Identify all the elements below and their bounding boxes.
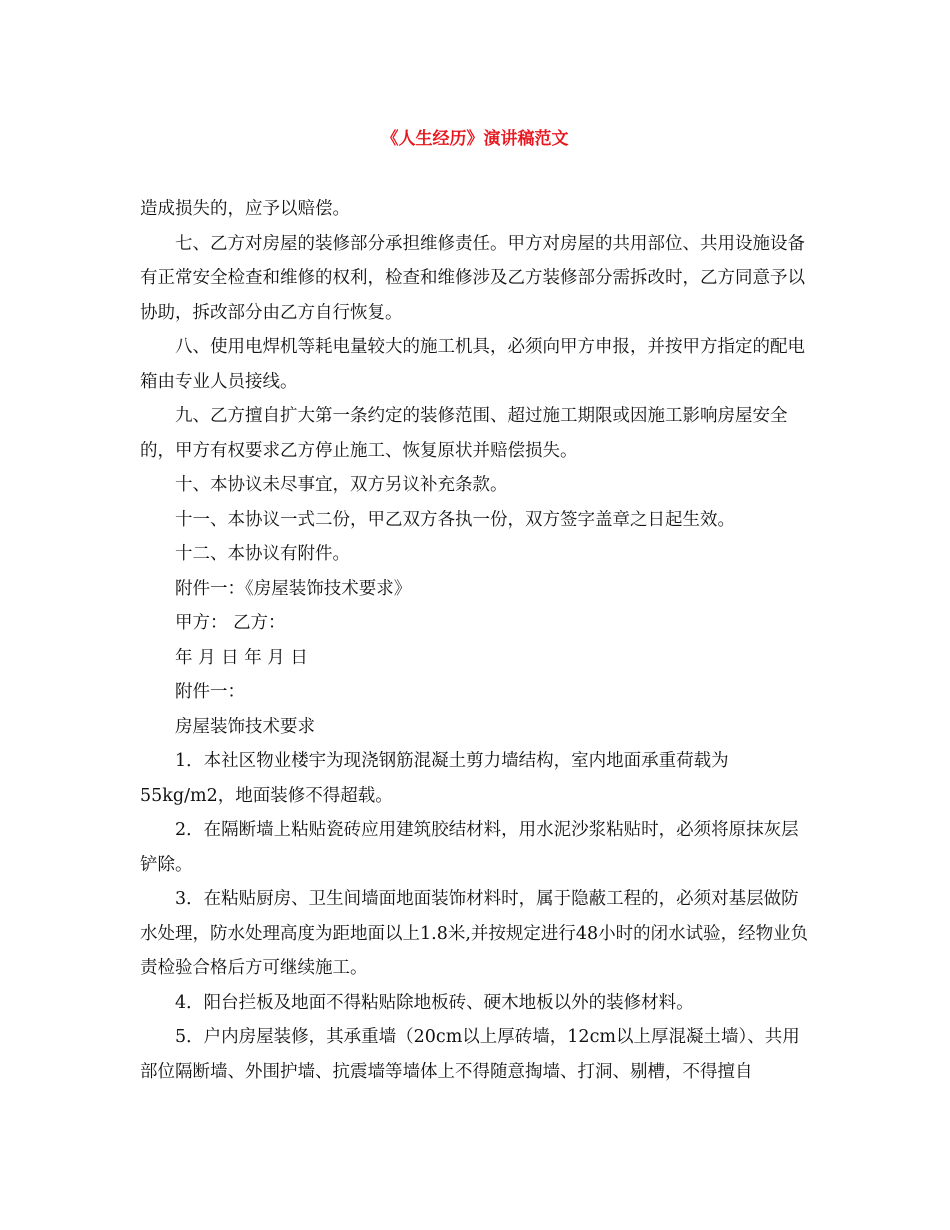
paragraph: 甲方： 乙方： (175, 613, 286, 633)
paragraph: 年 月 日 年 月 日 (175, 647, 308, 668)
paragraph: 房屋装饰技术要求 (175, 716, 315, 737)
paragraph: 3．在粘贴厨房、卫生间墙面地面装饰材料时，属于隐蔽工程的，必须对基层做防水处理，防水处理高度为距地面以上1.8米,并按规定进行48小时的闭水试验，经物业负责检验合格后方可继续施工。 (140, 889, 809, 978)
paragraph: 九、乙方擅自扩大第一条约定的装修范围、超过施工期限或因施工影响房屋安全的，甲方有权要求乙方停止施工、恢复原状并赔偿损失。 (140, 406, 788, 461)
paragraph: 1．本社区物业楼宇为现浇钢筋混凝土剪力墙结构，室内地面承重荷载为55kg/m2，地面装修不得超载。 (140, 751, 729, 806)
document-title: 《人生经历》演讲稿范文 (381, 129, 569, 149)
paragraph: 十、本协议未尽事宜，双方另议补充条款。 (175, 475, 508, 495)
paragraph: 附件一： (175, 682, 245, 702)
document-body (140, 192, 812, 1089)
paragraph: 4．阳台拦板及地面不得粘贴除地板砖、硬木地板以外的装修材料。 (175, 992, 694, 1013)
paragraph: 八、使用电焊机等耗电量较大的施工机具，必须向甲方申报，并按甲方指定的配电箱由专业人员接线。 (140, 337, 805, 392)
paragraph: 十一、本协议一式二份，甲乙双方各执一份，双方签字盖章之日起生效。 (175, 509, 735, 530)
paragraph: 造成损失的，应予以赔偿。 (140, 199, 350, 219)
paragraph: 附件一：《房屋装饰技术要求》 (175, 578, 412, 599)
paragraph: 十二、本协议有附件。 (175, 544, 350, 564)
paragraph: 七、乙方对房屋的装修部分承担维修责任。甲方对房屋的共用部位、共用设施设备有正常安全检查和维修的权利，检查和维修涉及乙方装修部分需拆改时，乙方同意予以协助，拆改部分由乙方自行恢复。 (140, 233, 805, 323)
paragraph: 5．户内房屋装修，其承重墙（20cm以上厚砖墙，12cm以上厚混凝土墙）、共用部位隔断墙、外围护墙、抗震墙等墙体上不得随意掏墙、打洞、剔槽，不得擅自 (140, 1027, 800, 1082)
paragraph: 2．在隔断墙上粘贴瓷砖应用建筑胶结材料，用水泥沙浆粘贴时，必须将原抹灰层铲除。 (140, 820, 799, 875)
